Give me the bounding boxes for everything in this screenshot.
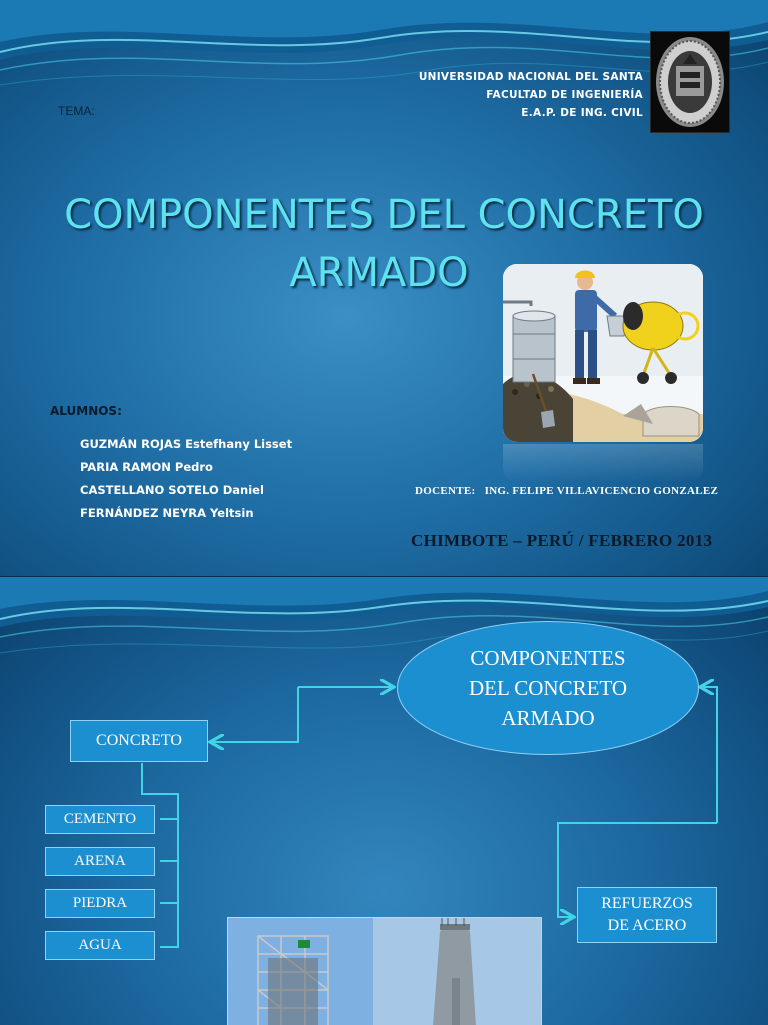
- university-name: UNIVERSIDAD NACIONAL DEL SANTA: [418, 71, 643, 83]
- student-name: CASTELLANO SOTELO Daniel: [80, 483, 264, 497]
- docente-text: DOCENTE: ING. FELIPE VILLAVICENCIO GONZALEZ: [415, 485, 719, 497]
- main-node-line-1: COMPONENTES: [470, 646, 626, 670]
- component-box-cemento: CEMENTO: [45, 805, 155, 834]
- concreto-box: CONCRETO: [70, 720, 208, 762]
- title-line-2: ARMADO: [289, 250, 469, 296]
- alumnos-label: ALUMNOS:: [50, 404, 122, 418]
- title-line-1: COMPONENTES DEL CONCRETO: [64, 192, 704, 238]
- faculty-name: FACULTAD DE INGENIERÍA: [486, 89, 643, 101]
- university-seal: [650, 31, 730, 133]
- construction-photo: [227, 917, 542, 1025]
- student-name: FERNÁNDEZ NEYRA Yeltsin: [80, 506, 254, 520]
- main-node-line-2: DEL CONCRETO: [468, 676, 628, 700]
- refuerzos-line-2: DE ACERO: [607, 917, 687, 934]
- tema-label: TEMA:: [58, 104, 95, 118]
- student-list: [80, 433, 380, 525]
- component-box-agua: AGUA: [45, 931, 155, 960]
- components-slide: [0, 576, 768, 1025]
- refuerzos-box: [577, 887, 717, 943]
- student-name: GUZMÁN ROJAS Estefhany Lisset: [80, 437, 293, 451]
- main-node-ellipse: [397, 621, 699, 755]
- illustration-reflection: [503, 444, 703, 482]
- concrete-mixer-illustration: [503, 264, 703, 442]
- component-box-arena: ARENA: [45, 847, 155, 876]
- place-date-text: CHIMBOTE – PERÚ / FEBRERO 2013: [411, 531, 713, 550]
- main-node-line-3: ARMADO: [501, 706, 595, 730]
- school-name: E.A.P. DE ING. CIVIL: [521, 107, 643, 119]
- student-name: PARIA RAMON Pedro: [80, 460, 213, 474]
- refuerzos-line-1: REFUERZOS: [601, 895, 693, 912]
- component-box-piedra: PIEDRA: [45, 889, 155, 918]
